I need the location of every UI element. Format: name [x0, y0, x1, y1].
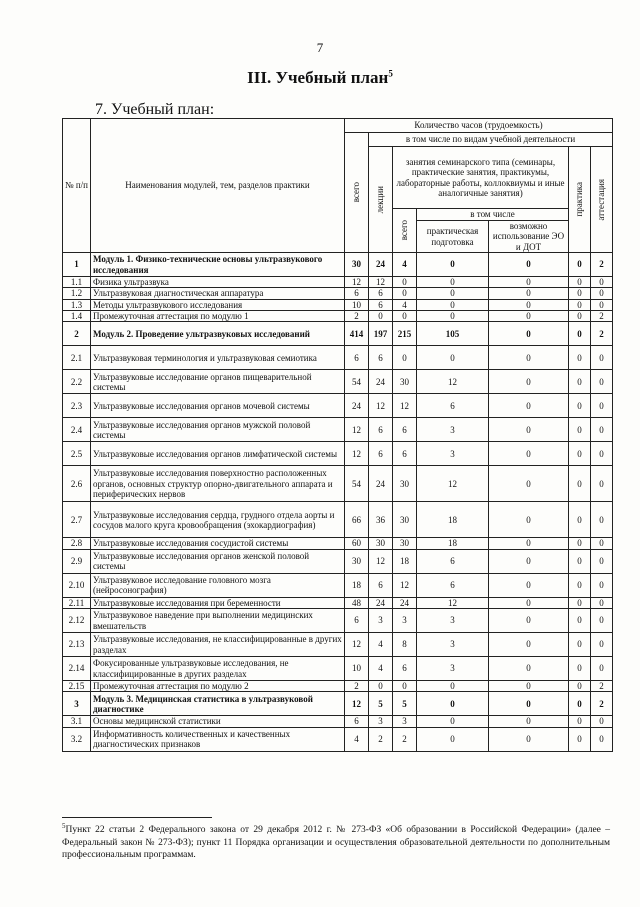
seminar-hours: 4: [393, 253, 417, 277]
header-seminar: занятия семинарского типа (семинары, практические занятия, практикумы, лабораторные работы, коллоквиумы и иные аналогичные занятия): [393, 147, 569, 209]
row-number: 2.3: [63, 394, 91, 418]
practice-hours: 0: [569, 633, 591, 657]
attestation-hours: 2: [591, 681, 613, 692]
lecture-hours: 3: [369, 716, 393, 727]
eo-dot-hours: 0: [489, 549, 569, 573]
practical-training-hours: 18: [417, 502, 489, 538]
total-hours: 54: [345, 370, 369, 394]
table-row: [63, 418, 613, 442]
practical-training-hours: 3: [417, 657, 489, 681]
total-hours: 12: [345, 277, 369, 288]
attestation-hours: 0: [591, 538, 613, 549]
header-possible-eo: возможно использование ЭО и ДОТ: [489, 221, 569, 253]
subtitle: 7. Учебный план:: [95, 101, 215, 118]
row-number: 3.1: [63, 716, 91, 727]
header-total-cell: [345, 133, 369, 253]
attestation-hours: 2: [591, 692, 613, 716]
attestation-hours: 0: [591, 633, 613, 657]
row-name: Ультразвуковые исследование органов пищеварительной системы: [91, 370, 345, 394]
practice-hours: 0: [569, 597, 591, 608]
total-hours: 2: [345, 311, 369, 322]
seminar-hours: 6: [393, 418, 417, 442]
practical-training-hours: 0: [417, 299, 489, 310]
practice-hours: 0: [569, 573, 591, 597]
lecture-hours: 12: [369, 549, 393, 573]
seminar-hours: 0: [393, 346, 417, 370]
eo-dot-hours: 0: [489, 311, 569, 322]
row-number: 1.1: [63, 277, 91, 288]
eo-dot-hours: 0: [489, 394, 569, 418]
eo-dot-hours: 0: [489, 502, 569, 538]
total-hours: 6: [345, 346, 369, 370]
lecture-hours: 12: [369, 277, 393, 288]
seminar-hours: 4: [393, 299, 417, 310]
practical-training-hours: 6: [417, 394, 489, 418]
lecture-hours: 4: [369, 657, 393, 681]
header-incl: в том числе: [417, 209, 569, 221]
row-number: 2.2: [63, 370, 91, 394]
row-name: Ультразвуковые исследования органов мужской половой системы: [91, 418, 345, 442]
attestation-hours: 0: [591, 346, 613, 370]
practice-hours: 0: [569, 370, 591, 394]
section-title: [0, 68, 640, 88]
row-number: 2.5: [63, 442, 91, 466]
table-row: [63, 394, 613, 418]
lecture-hours: 24: [369, 253, 393, 277]
row-number: 2.12: [63, 609, 91, 633]
lecture-hours: 30: [369, 538, 393, 549]
table-row: [63, 502, 613, 538]
row-number: 1.4: [63, 311, 91, 322]
row-name: Промежуточная аттестация по модулю 2: [91, 681, 345, 692]
practice-hours: 0: [569, 502, 591, 538]
table-row: [63, 346, 613, 370]
table-row: [63, 609, 613, 633]
row-name: Ультразвуковые исследования при беременности: [91, 597, 345, 608]
lecture-hours: 197: [369, 322, 393, 346]
row-name: Ультразвуковые исследования сердца, грудного отдела аорты и сосудов малого круга кровообращения (эхокардиография): [91, 502, 345, 538]
row-name: Ультразвуковое исследование головного мозга (нейросонография): [91, 573, 345, 597]
row-number: 2.6: [63, 466, 91, 502]
practice-hours: 0: [569, 692, 591, 716]
practical-training-hours: 3: [417, 418, 489, 442]
total-hours: 6: [345, 288, 369, 299]
row-number: 1: [63, 253, 91, 277]
footnote-rule: [62, 817, 212, 818]
header-practical-training: практическая подготовка: [417, 221, 489, 253]
practical-training-hours: 0: [417, 692, 489, 716]
total-hours: 10: [345, 657, 369, 681]
table-row: [63, 370, 613, 394]
row-number: 2.4: [63, 418, 91, 442]
practice-hours: 0: [569, 538, 591, 549]
practice-hours: 0: [569, 253, 591, 277]
eo-dot-hours: 0: [489, 716, 569, 727]
attestation-hours: 0: [591, 716, 613, 727]
practical-training-hours: 12: [417, 370, 489, 394]
seminar-hours: 3: [393, 716, 417, 727]
practice-hours: 0: [569, 299, 591, 310]
table-row: [63, 538, 613, 549]
attestation-hours: 0: [591, 609, 613, 633]
total-hours: 12: [345, 442, 369, 466]
table-row: [63, 727, 613, 751]
row-name: Модуль 3. Медицинская статистика в ультразвуковой диагностике: [91, 692, 345, 716]
eo-dot-hours: 0: [489, 597, 569, 608]
lecture-hours: 0: [369, 311, 393, 322]
seminar-hours: 24: [393, 597, 417, 608]
eo-dot-hours: 0: [489, 370, 569, 394]
total-hours: 6: [345, 609, 369, 633]
total-hours: 24: [345, 394, 369, 418]
practice-hours: 0: [569, 346, 591, 370]
practical-training-hours: 3: [417, 609, 489, 633]
attestation-hours: 0: [591, 573, 613, 597]
practical-training-hours: 0: [417, 681, 489, 692]
table-row: [63, 716, 613, 727]
seminar-hours: 30: [393, 502, 417, 538]
row-name: Ультразвуковая терминология и ультразвуковая семиотика: [91, 346, 345, 370]
seminar-hours: 0: [393, 681, 417, 692]
row-number: 2.15: [63, 681, 91, 692]
seminar-hours: 12: [393, 394, 417, 418]
attestation-hours: 0: [591, 442, 613, 466]
practice-hours: 0: [569, 311, 591, 322]
total-hours: 12: [345, 633, 369, 657]
footnote: [62, 822, 610, 861]
row-number: 2: [63, 322, 91, 346]
practical-training-hours: 12: [417, 597, 489, 608]
curriculum-body: [63, 253, 613, 752]
lecture-hours: 12: [369, 394, 393, 418]
seminar-hours: 215: [393, 322, 417, 346]
seminar-hours: 2: [393, 727, 417, 751]
eo-dot-hours: 0: [489, 277, 569, 288]
table-row: [63, 288, 613, 299]
seminar-hours: 3: [393, 609, 417, 633]
module-row: [63, 322, 613, 346]
seminar-hours: 18: [393, 549, 417, 573]
footnote-ref: 5: [62, 822, 66, 830]
seminar-hours: 5: [393, 692, 417, 716]
eo-dot-hours: 0: [489, 692, 569, 716]
lecture-hours: 6: [369, 288, 393, 299]
lecture-hours: 4: [369, 633, 393, 657]
practical-training-hours: 0: [417, 311, 489, 322]
row-number: 1.2: [63, 288, 91, 299]
row-name: Ультразвуковые исследования, не классифицированные в других разделах: [91, 633, 345, 657]
lecture-hours: 6: [369, 346, 393, 370]
attestation-hours: 0: [591, 288, 613, 299]
total-hours: 10: [345, 299, 369, 310]
row-name: Ультразвуковое наведение при выполнении медицинских вмешательств: [91, 609, 345, 633]
row-name: Физика ультразвука: [91, 277, 345, 288]
eo-dot-hours: 0: [489, 657, 569, 681]
practice-hours: 0: [569, 394, 591, 418]
lecture-hours: 3: [369, 609, 393, 633]
section-footnote-ref: 5: [388, 68, 393, 79]
lecture-hours: 6: [369, 442, 393, 466]
attestation-hours: 0: [591, 277, 613, 288]
lecture-hours: 5: [369, 692, 393, 716]
header-name: Наименования модулей, тем, разделов практики: [91, 119, 345, 253]
eo-dot-hours: 0: [489, 633, 569, 657]
attestation-hours: 0: [591, 299, 613, 310]
eo-dot-hours: 0: [489, 442, 569, 466]
lecture-hours: 24: [369, 597, 393, 608]
table-row: [63, 549, 613, 573]
total-hours: 12: [345, 692, 369, 716]
practice-hours: 0: [569, 288, 591, 299]
header-lectures: лекции: [375, 185, 386, 214]
row-name: Модуль 1. Физико-технические основы ультразвукового исследования: [91, 253, 345, 277]
eo-dot-hours: 0: [489, 681, 569, 692]
attestation-hours: 0: [591, 549, 613, 573]
header-attestation: аттестация: [596, 178, 607, 221]
practice-hours: 0: [569, 322, 591, 346]
row-name: Ультразвуковые исследования сосудистой системы: [91, 538, 345, 549]
table-row: [63, 299, 613, 310]
eo-dot-hours: 0: [489, 299, 569, 310]
header-hours: Количество часов (трудоемкость): [345, 119, 613, 133]
attestation-hours: 0: [591, 394, 613, 418]
practical-training-hours: 0: [417, 727, 489, 751]
seminar-hours: 30: [393, 370, 417, 394]
eo-dot-hours: 0: [489, 288, 569, 299]
eo-dot-hours: 0: [489, 727, 569, 751]
row-number: 1.3: [63, 299, 91, 310]
seminar-hours: 6: [393, 442, 417, 466]
table-row: [63, 311, 613, 322]
practical-training-hours: 3: [417, 633, 489, 657]
eo-dot-hours: 0: [489, 538, 569, 549]
eo-dot-hours: 0: [489, 418, 569, 442]
row-name: Ультразвуковые исследования органов мочевой системы: [91, 394, 345, 418]
practical-training-hours: 12: [417, 466, 489, 502]
seminar-hours: 0: [393, 288, 417, 299]
lecture-hours: 0: [369, 681, 393, 692]
practice-hours: 0: [569, 657, 591, 681]
attestation-hours: 0: [591, 370, 613, 394]
seminar-hours: 12: [393, 573, 417, 597]
practical-training-hours: 18: [417, 538, 489, 549]
lecture-hours: 2: [369, 727, 393, 751]
attestation-hours: 0: [591, 502, 613, 538]
row-number: 3.2: [63, 727, 91, 751]
row-number: 2.1: [63, 346, 91, 370]
lecture-hours: 6: [369, 418, 393, 442]
lecture-hours: 6: [369, 573, 393, 597]
practice-hours: 0: [569, 681, 591, 692]
table-row: [63, 657, 613, 681]
total-hours: 414: [345, 322, 369, 346]
attestation-hours: 0: [591, 418, 613, 442]
eo-dot-hours: 0: [489, 322, 569, 346]
practical-training-hours: 0: [417, 288, 489, 299]
row-name: Промежуточная аттестация по модулю 1: [91, 311, 345, 322]
attestation-hours: 2: [591, 311, 613, 322]
module-row: [63, 692, 613, 716]
practice-hours: 0: [569, 609, 591, 633]
seminar-hours: 30: [393, 466, 417, 502]
eo-dot-hours: 0: [489, 609, 569, 633]
lecture-hours: 36: [369, 502, 393, 538]
row-name: Основы медицинской статистики: [91, 716, 345, 727]
table-row: [63, 633, 613, 657]
row-number: 3: [63, 692, 91, 716]
eo-dot-hours: 0: [489, 253, 569, 277]
header-sem-total-cell: [393, 209, 417, 253]
table-row: [63, 597, 613, 608]
total-hours: 2: [345, 681, 369, 692]
practical-training-hours: 0: [417, 277, 489, 288]
header-total: всего: [351, 182, 362, 203]
row-name: Ультразвуковые исследования органов лимфатической системы: [91, 442, 345, 466]
row-number: 2.10: [63, 573, 91, 597]
attestation-hours: 0: [591, 597, 613, 608]
row-number: 2.8: [63, 538, 91, 549]
eo-dot-hours: 0: [489, 573, 569, 597]
seminar-hours: 6: [393, 657, 417, 681]
total-hours: 30: [345, 549, 369, 573]
header-sem-total: всего: [399, 220, 410, 241]
seminar-hours: 0: [393, 277, 417, 288]
row-name: Информативность количественных и качественных диагностических признаков: [91, 727, 345, 751]
attestation-hours: 0: [591, 466, 613, 502]
practical-training-hours: 6: [417, 573, 489, 597]
total-hours: 18: [345, 573, 369, 597]
header-lectures-cell: [369, 147, 393, 253]
lecture-hours: 6: [369, 299, 393, 310]
row-number: 2.14: [63, 657, 91, 681]
header-practice-cell: [569, 147, 591, 253]
practice-hours: 0: [569, 442, 591, 466]
row-number: 2.13: [63, 633, 91, 657]
practical-training-hours: 3: [417, 442, 489, 466]
total-hours: 12: [345, 418, 369, 442]
practical-training-hours: 105: [417, 322, 489, 346]
practice-hours: 0: [569, 277, 591, 288]
header-attestation-cell: [591, 147, 613, 253]
row-name: Модуль 2. Проведение ультразвуковых исследований: [91, 322, 345, 346]
row-name: Ультразвуковые исследования органов женской половой системы: [91, 549, 345, 573]
table-row: [63, 573, 613, 597]
section-title-text: III. Учебный план: [247, 68, 389, 87]
attestation-hours: 0: [591, 657, 613, 681]
attestation-hours: 0: [591, 727, 613, 751]
practical-training-hours: 0: [417, 346, 489, 370]
row-name: Ультразвуковые исследования поверхностно расположенных органов, основных структур опорно-двигательного аппарата и периферических нервов: [91, 466, 345, 502]
practice-hours: 0: [569, 727, 591, 751]
total-hours: 66: [345, 502, 369, 538]
module-row: [63, 253, 613, 277]
practical-training-hours: 0: [417, 253, 489, 277]
row-number: 2.7: [63, 502, 91, 538]
row-number: 2.9: [63, 549, 91, 573]
eo-dot-hours: 0: [489, 466, 569, 502]
seminar-hours: 8: [393, 633, 417, 657]
attestation-hours: 2: [591, 253, 613, 277]
table-row: [63, 681, 613, 692]
practical-training-hours: 6: [417, 549, 489, 573]
attestation-hours: 2: [591, 322, 613, 346]
practice-hours: 0: [569, 716, 591, 727]
row-name: Ультразвуковая диагностическая аппаратура: [91, 288, 345, 299]
total-hours: 60: [345, 538, 369, 549]
table-row: [63, 442, 613, 466]
seminar-hours: 0: [393, 311, 417, 322]
curriculum-table: [62, 118, 613, 752]
header-practice: практика: [574, 182, 585, 217]
seminar-hours: 30: [393, 538, 417, 549]
row-name: Фокусированные ультразвуковые исследования, не классифицированные в других разделах: [91, 657, 345, 681]
total-hours: 6: [345, 716, 369, 727]
total-hours: 48: [345, 597, 369, 608]
page-number: 7: [316, 40, 324, 55]
header-num: № п/п: [63, 119, 91, 253]
lecture-hours: 24: [369, 466, 393, 502]
row-number: 2.11: [63, 597, 91, 608]
footnote-text: Пункт 22 статьи 2 Федерального закона от 29 декабря 2012 г. № 273-ФЗ «Об образовании в Российской Федерации» (далее – Федеральный закон № 273-ФЗ); пункт 11 Порядка организации и осуществления образовательной деятельности по дополнительным профессиональным программам.: [62, 825, 610, 860]
row-name: Методы ультразвукового исследования: [91, 299, 345, 310]
practical-training-hours: 0: [417, 716, 489, 727]
header-incl-types: в том числе по видам учебной деятельности: [369, 133, 613, 147]
table-row: [63, 277, 613, 288]
practice-hours: 0: [569, 418, 591, 442]
total-hours: 54: [345, 466, 369, 502]
eo-dot-hours: 0: [489, 346, 569, 370]
practice-hours: 0: [569, 466, 591, 502]
total-hours: 30: [345, 253, 369, 277]
lecture-hours: 24: [369, 370, 393, 394]
table-row: [63, 466, 613, 502]
practice-hours: 0: [569, 549, 591, 573]
total-hours: 4: [345, 727, 369, 751]
